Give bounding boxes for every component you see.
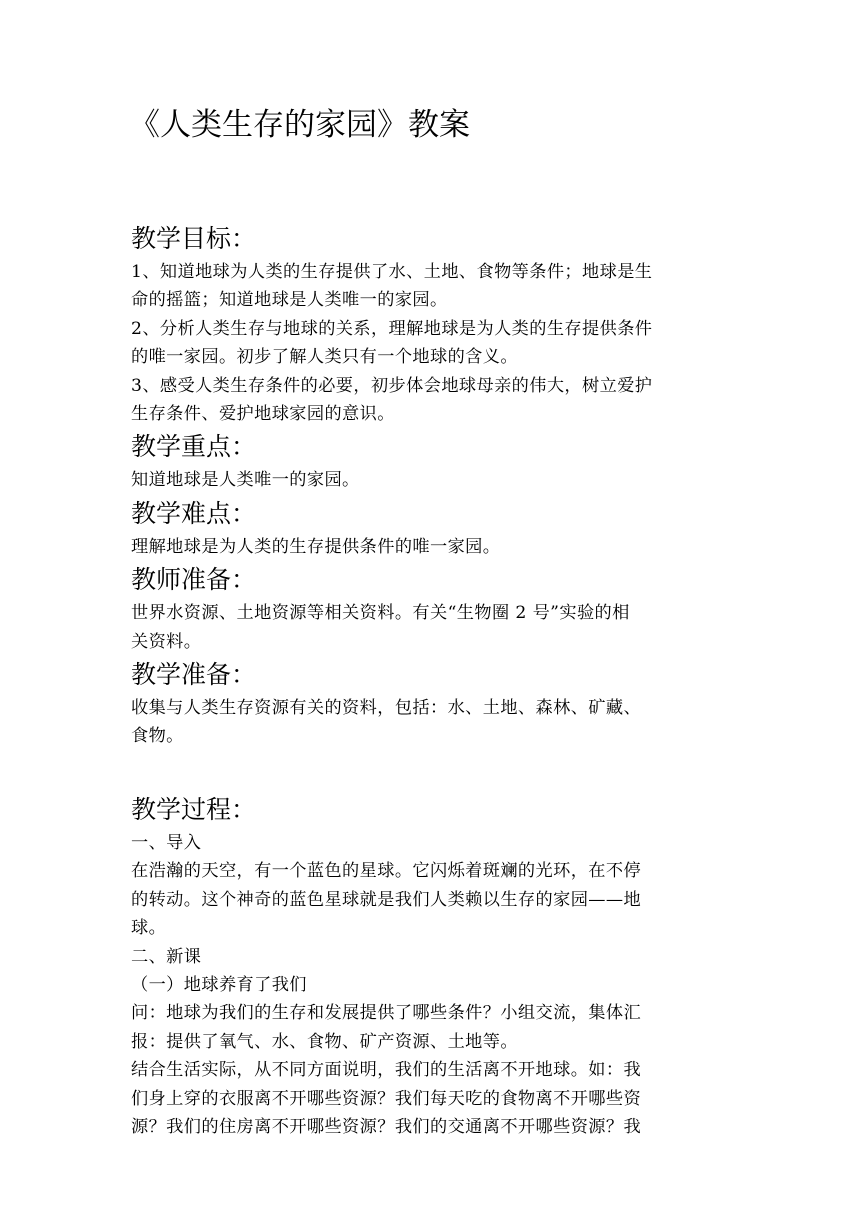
text-line: 们身上穿的衣服离不开哪些资源？我们每天吃的食物离不开哪些资 bbox=[131, 1088, 642, 1109]
document-body bbox=[131, 220, 731, 1141]
text-line: 收集与人类生存资源有关的资料，包括：水、土地、森林、矿藏、 bbox=[131, 698, 642, 719]
text-line: 的转动。这个神奇的蓝色星球就是我们人类赖以生存的家园——地 bbox=[131, 889, 642, 910]
section-heading: 教学重点： bbox=[131, 432, 257, 462]
text-line: 问：地球为我们的生存和发展提供了哪些条件？小组交流，集体汇 bbox=[131, 1003, 642, 1024]
text-line: 生存条件、爱护地球家园的意识。 bbox=[131, 404, 395, 425]
document-title: 《人类生存的家园》教案 bbox=[129, 107, 470, 143]
section-heading: 教师准备： bbox=[131, 565, 257, 595]
section-heading: 教学目标： bbox=[131, 224, 257, 253]
text-line: 一、导入 bbox=[131, 832, 202, 853]
text-line: 知道地球是人类唯一的家园。 bbox=[131, 470, 360, 491]
section-heading: 教学难点： bbox=[131, 498, 257, 528]
section-student-preparation bbox=[131, 656, 731, 751]
section-heading: 教学准备： bbox=[131, 660, 257, 690]
section-key-points bbox=[131, 428, 731, 494]
text-line: 2、分析人类生存与地球的关系，理解地球是为人类的生存提供条件 bbox=[131, 318, 653, 339]
text-line: 1、知道地球为人类的生存提供了水、土地、食物等条件；地球是生 bbox=[131, 262, 653, 282]
section-heading: 教学过程： bbox=[131, 794, 257, 824]
text-line: 世界水资源、土地资源等相关资料。有关“生物圈 2 号”实验的相 bbox=[131, 603, 630, 624]
text-line: 报：提供了氧气、水、食物、矿产资源、土地等。 bbox=[131, 1031, 518, 1052]
text-line: 食物。 bbox=[131, 726, 184, 747]
text-line: 源？我们的住房离不开哪些资源？我们的交通离不开哪些资源？我 bbox=[131, 1116, 642, 1137]
text-line: 二、新课 bbox=[131, 946, 202, 967]
text-line: 命的摇篮；知道地球是人类唯一的家园。 bbox=[131, 290, 448, 311]
text-line: 3、感受人类生存条件的必要，初步体会地球母亲的伟大，树立爱护 bbox=[131, 375, 653, 396]
text-line: 球。 bbox=[131, 918, 167, 939]
section-teaching-process bbox=[131, 791, 731, 1141]
text-line: 的唯一家园。初步了解人类只有一个地球的含义。 bbox=[131, 347, 518, 368]
section-teaching-goals bbox=[131, 220, 731, 428]
text-line: 结合生活实际，从不同方面说明，我们的生活离不开地球。如：我 bbox=[131, 1060, 642, 1081]
text-line: 在浩瀚的天空，有一个蓝色的星球。它闪烁着斑斓的光环，在不停 bbox=[131, 861, 642, 882]
text-line: 关资料。 bbox=[131, 631, 202, 652]
section-difficulties bbox=[131, 495, 731, 561]
text-line: （一）地球养育了我们 bbox=[131, 974, 307, 995]
paragraph-spacer bbox=[131, 751, 731, 791]
section-teacher-preparation bbox=[131, 561, 731, 656]
text-line: 理解地球是为人类的生存提供条件的唯一家园。 bbox=[131, 536, 501, 557]
